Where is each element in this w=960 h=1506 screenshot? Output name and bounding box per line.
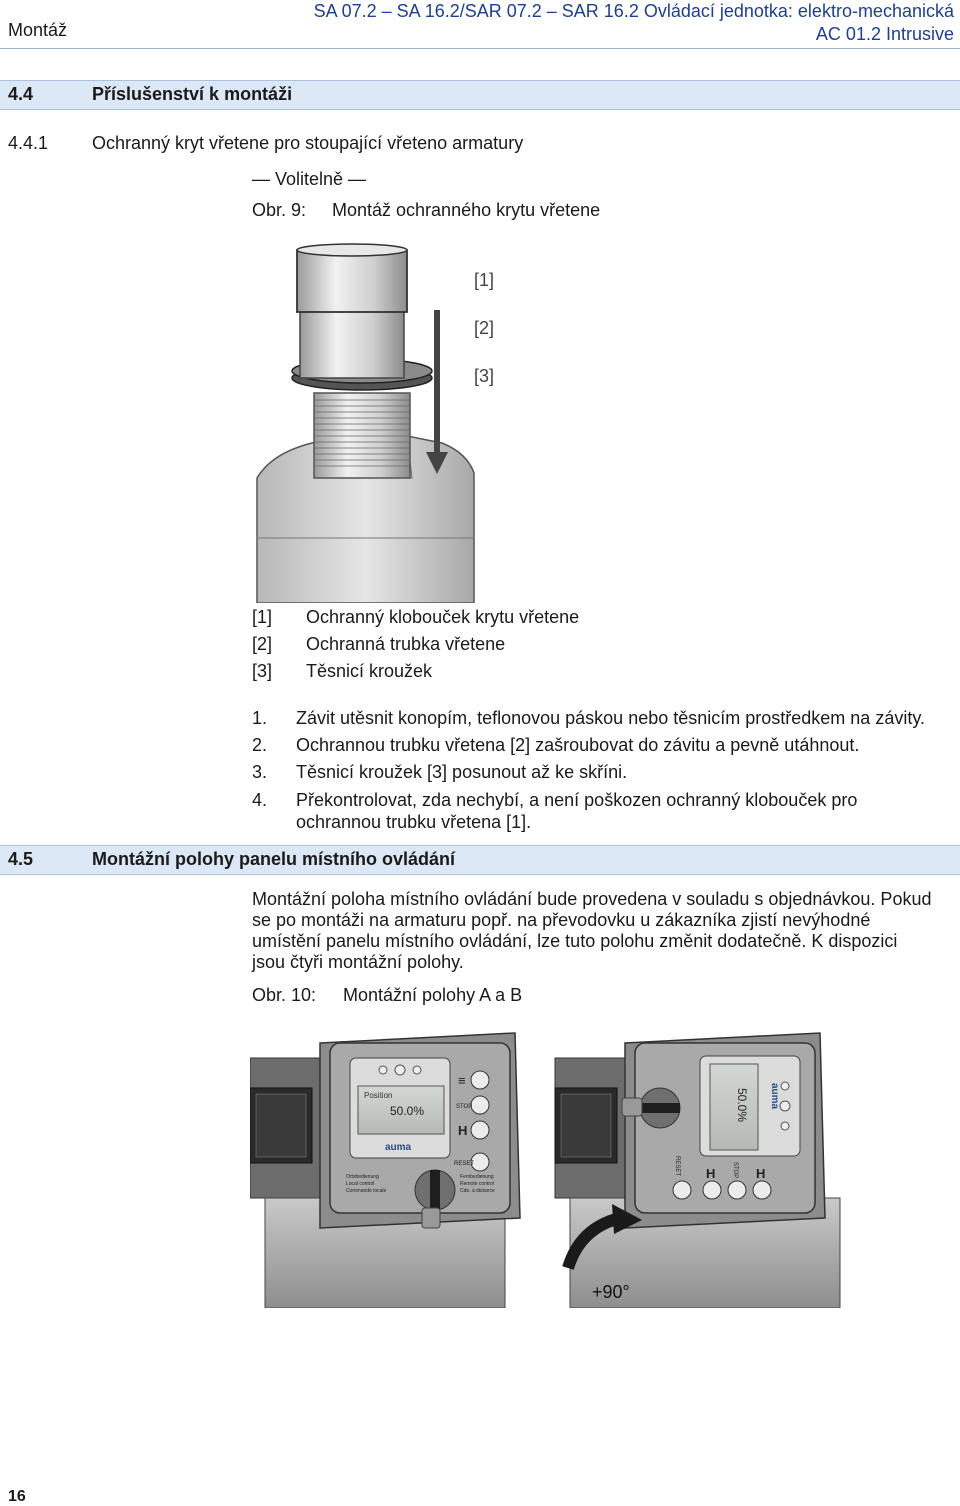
step-4-number: 4. [252,790,268,810]
figure-10-title: Montážní polohy A a B [343,985,523,1005]
figure-9-title: Montáž ochranného krytu vřetene [332,200,601,220]
header-control-line: AC 01.2 Intrusive [815,24,954,44]
selector-text-a-4: Fernbedienung [460,1174,494,1180]
svg-text:≡: ≡ [458,1073,466,1088]
legend-key-3: [3] [252,661,273,681]
legend-text-1: Ochranný klobouček krytu vřetene [306,607,580,627]
panel-position-a [250,1033,520,1308]
section-title-4-4: Příslušenství k montáži [92,84,293,104]
subsection-title-4-4-1: Ochranný kryt vřetene pro stoupající vřeteno armatury [92,133,524,153]
paragraph-line-3: umístění panelu místního ovládání, lze tuto polohu změnit dodatečně. K dispozici [252,931,898,951]
protective-cap [297,250,407,312]
callout-1: [1] [474,270,495,290]
step-1-text: Závit utěsnit konopím, teflonovou páskou nebo těsnicím prostředkem na závity. [296,708,925,728]
callout-3: [3] [474,366,495,386]
padlock-a [422,1208,440,1228]
label-reset-b: RESET [674,1156,680,1177]
brand-a: auma [385,1142,412,1153]
page-number: 16 [8,1488,26,1505]
spindle-cover-illustration [252,238,502,603]
step-4-text-line1: Překontrolovat, zda nechybí, a není poškozen ochranný klobouček pro [296,790,858,810]
button-reset-b [673,1181,691,1199]
display-b-value: 50.0% [735,1088,749,1123]
selector-text-a-6: Cde. à distance [460,1188,495,1194]
rotation-label: +90° [592,1282,630,1302]
svg-text:H: H [706,1166,716,1181]
protection-tube [300,308,404,378]
header-product-line: SA 07.2 – SA 16.2/SAR 07.2 – SAR 16.2 Ovládací jednotka: elektro-mechanická [313,1,954,21]
selector-text-a-1: Ortsbedienung [346,1174,379,1180]
legend-text-3: Těsnicí kroužek [306,661,433,681]
button-open-b [753,1181,771,1199]
mounting-positions-illustration [250,1028,958,1308]
button-stop-b [728,1181,746,1199]
label-stop-b: STOP [732,1162,738,1179]
header-rule [0,48,960,49]
step-2-text: Ochrannou trubku vřetena [2] zašroubovat do závitu a pevně utáhnout. [296,735,860,755]
step-1-number: 1. [252,708,268,728]
selector-text-a-2: Local control [346,1181,375,1187]
step-3-number: 3. [252,762,268,782]
callout-2: [2] [474,318,495,338]
brand-b: auma [769,1083,780,1110]
button-close-b [703,1181,721,1199]
button-open-a [471,1071,489,1089]
step-4-text-line2: ochrannou trubku vřetena [1]. [296,812,532,832]
paragraph-line-4: jsou čtyři montážní polohy. [252,952,464,972]
svg-text:H: H [756,1166,766,1181]
figure-10-number: Obr. 10: [252,985,317,1005]
legend-key-1: [1] [252,607,273,627]
legend-text-2: Ochranná trubka vřetene [306,634,506,654]
section-title-4-5: Montážní polohy panelu místního ovládání [92,849,456,869]
paragraph-line-1: Montážní poloha místního ovládání bude provedena v souladu s objednávkou. Pokud [252,889,932,909]
figure-9-number: Obr. 9: [252,200,307,220]
panel-position-b [555,1033,840,1308]
button-close-a [471,1121,489,1139]
padlock-b [622,1098,642,1116]
button-stop-a [471,1096,489,1114]
display-b [710,1064,758,1150]
step-2-number: 2. [252,735,268,755]
legend-key-2: [2] [252,634,273,654]
label-stop-a: STOP [456,1104,473,1110]
selector-text-a-3: Commande locale [346,1188,387,1194]
optional-label: — Volitelně — [252,169,367,189]
svg-text:H: H [458,1123,468,1138]
display-a-label: Position [364,1091,393,1100]
subsection-number-4-4-1: 4.4.1 [8,133,49,153]
selector-text-a-5: Remote control [460,1181,494,1187]
section-number-4-5: 4.5 [8,849,34,869]
paragraph-line-2: se po montáži na armaturu popř. na převodovku u zákazníka zjistí nevýhodné [252,910,871,930]
header-chapter: Montáž [8,20,68,40]
label-reset-a: RESET [454,1161,475,1167]
section-number-4-4: 4.4 [8,84,34,104]
step-3-text: Těsnicí kroužek [3] posunout až ke skříni. [296,762,628,782]
display-a-value: 50.0% [390,1104,425,1118]
header-title [314,0,954,46]
